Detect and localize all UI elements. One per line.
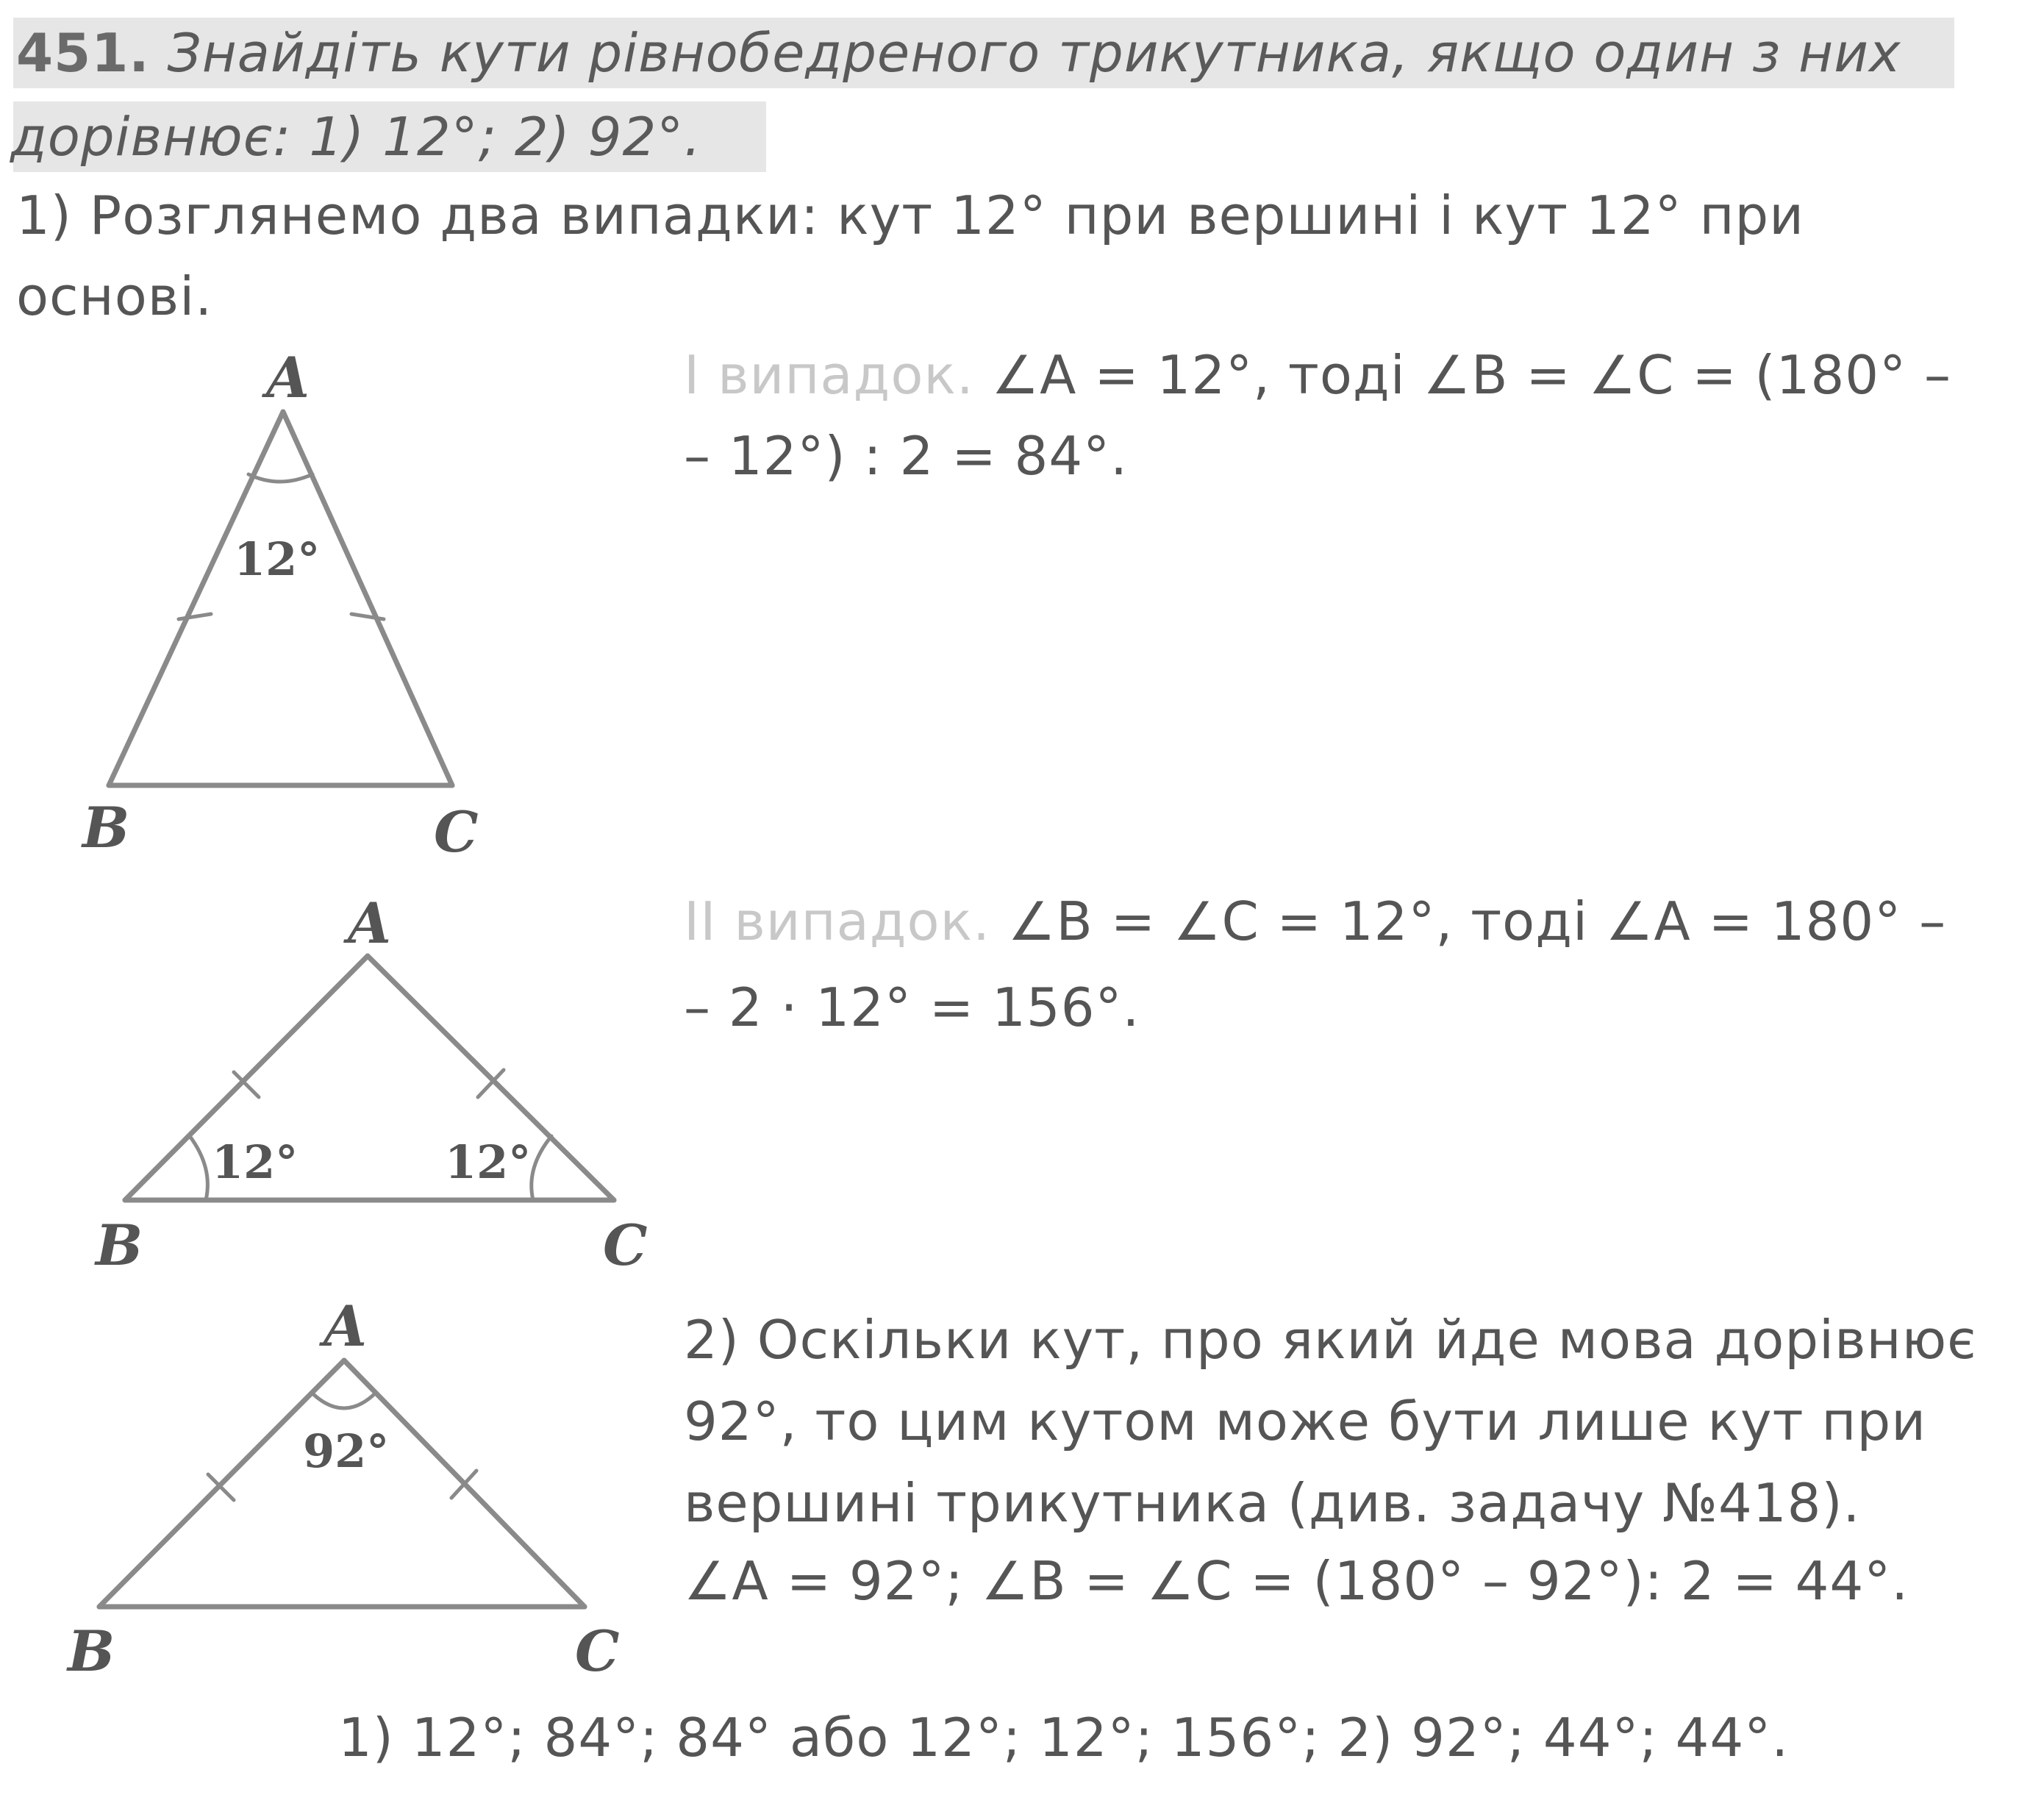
fig2-angle-b-arc (190, 1136, 207, 1200)
case1-line2: – 12°) : 2 = 84°. (684, 425, 1129, 487)
case1-text-line1: ∠A = 12°, тоді ∠B = ∠C = (180° – (973, 344, 1951, 406)
intro-line1: 1) Розглянемо два випадки: кут 12° при вершині і кут 12° при (16, 185, 1805, 246)
task-text-line2: дорівнює: 1) 12°; 2) 92°. (10, 106, 702, 168)
fig2-angle-c-label: 12° (445, 1135, 532, 1189)
fig3-label-b: B (68, 1618, 115, 1684)
fig1-angle-label: 12° (234, 532, 321, 586)
task-number: 451. (16, 22, 150, 84)
fig3-angle-label: 92° (303, 1424, 390, 1478)
fig1-label-a: A (266, 345, 310, 410)
fig1-label-c: C (434, 799, 479, 865)
triangle-figure-3 (66, 1293, 620, 1684)
intro-line2: основі. (16, 265, 213, 327)
fig1-tick-ab (179, 614, 211, 619)
fig1-label-b: B (82, 795, 130, 860)
fig3-label-c: C (575, 1618, 620, 1684)
case1-label: І випадок. (684, 344, 974, 406)
answer-line: 1) 12°; 84°; 84° або 12°; 12°; 156°; 2) 92°; 44°; 44°. (338, 1707, 1790, 1768)
fig3-angle-arc (312, 1393, 375, 1408)
triangle-figure-1 (81, 345, 479, 865)
task-text-line1: Знайдіть кути рівнобедреного трикутника, якщо один з них (167, 22, 1901, 84)
case2-label: ІІ випадок. (684, 890, 990, 952)
fig1-angle-arc (249, 474, 312, 482)
fig2-label-a: A (348, 890, 391, 956)
fig2-label-c: C (603, 1213, 648, 1278)
triangle-figure-2 (94, 890, 648, 1278)
fig2-angle-b-label: 12° (212, 1135, 299, 1189)
fig3-label-a: A (324, 1293, 367, 1359)
fig2-angle-c-arc (532, 1136, 551, 1200)
fig1-tick-ac (351, 614, 384, 619)
case2-line2: – 2 · 12° = 156°. (684, 977, 1140, 1038)
part2-line1: 2) Оскільки кут, про який йде мова дорівнює (684, 1309, 1977, 1371)
fig3-side-ab (99, 1360, 344, 1607)
part2-line4: ∠A = 92°; ∠B = ∠C = (180° – 92°): 2 = 44°. (684, 1550, 1909, 1612)
fig1-side-ac (283, 412, 452, 785)
case2-text-line1: ∠B = ∠C = 12°, тоді ∠A = 180° – (990, 890, 1947, 952)
fig1-side-ab (109, 412, 283, 785)
part2-line2: 92°, то цим кутом може бути лише кут при (684, 1391, 1926, 1452)
part2-line3: вершині трикутника (див. задачу №418). (684, 1472, 1861, 1534)
fig2-label-b: B (96, 1213, 143, 1278)
